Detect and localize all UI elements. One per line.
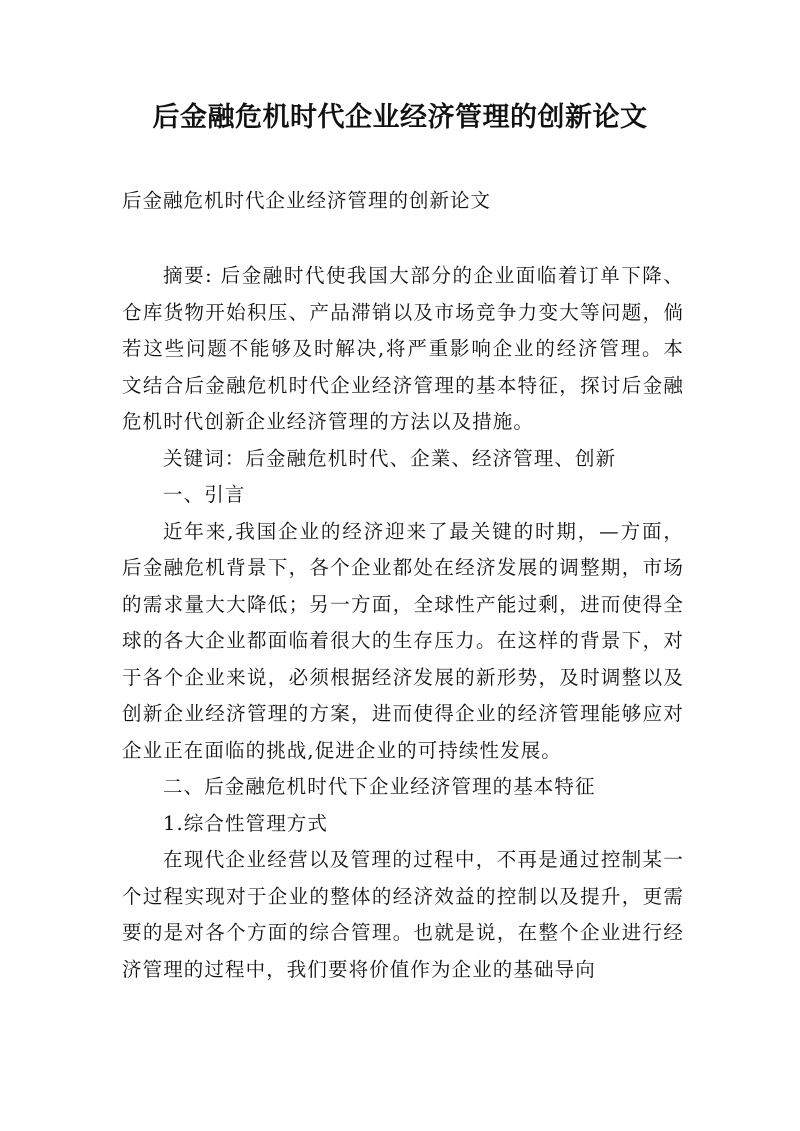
section-heading-features: 二、后金融危机时代下企业经济管理的基本特征 [163, 775, 596, 798]
subsection-heading-integrated-management: 1.综合性管理方式 [163, 811, 329, 835]
document-body [122, 258, 684, 988]
introduction-paragraph: 近年来,我国企业的经济迎来了最关键的时期，—方面，后金融危机背景下，各个企业都处在经济发展的调整期，市场的需求量大大降低；另一方面，全球性产能过剩，进而使得全球的各大企业都面临着很大的生存压力。在这样的背景下，对于各个企业来说，必须根据经济发展的新形势，及时调整以及创新企业经济管理的方案，进而使得企业的经济管理能够应对企业正在面临的挑战,促进企业的可持续性发展。 [122, 519, 684, 762]
integrated-management-paragraph: 在现代企业经营以及管理的过程中，不再是通过控制某一个过程实现对于企业的整体的经济效益的控制以及提升，更需要的是对各个方面的综合管理。也就是说，在整个企业进行经济管理的过程中，我们要将价值作为企业的基础导向 [122, 848, 684, 981]
keywords-paragraph: 关键词：后金融危机时代、企業、经济管理、创新 [163, 446, 617, 470]
document-title: 后金融危机时代企业经济管理的创新论文 [152, 102, 648, 133]
abstract-paragraph: 摘要: 后金融时代使我国大部分的企业面临着订单下降、仓库货物开始积压、产品滞销以及市场竞争力变大等问题，倘若这些问题不能够及时解决,将严重影响企业的经济管理。本文结合后金融危机时代企业经济管理的基本特征，探讨后金融危机时代创新企业经济管理的方法以及措施。 [122, 264, 684, 433]
document-subtitle: 后金融危机时代企业经济管理的创新论文 [122, 189, 492, 212]
section-heading-introduction: 一、引言 [163, 483, 246, 506]
